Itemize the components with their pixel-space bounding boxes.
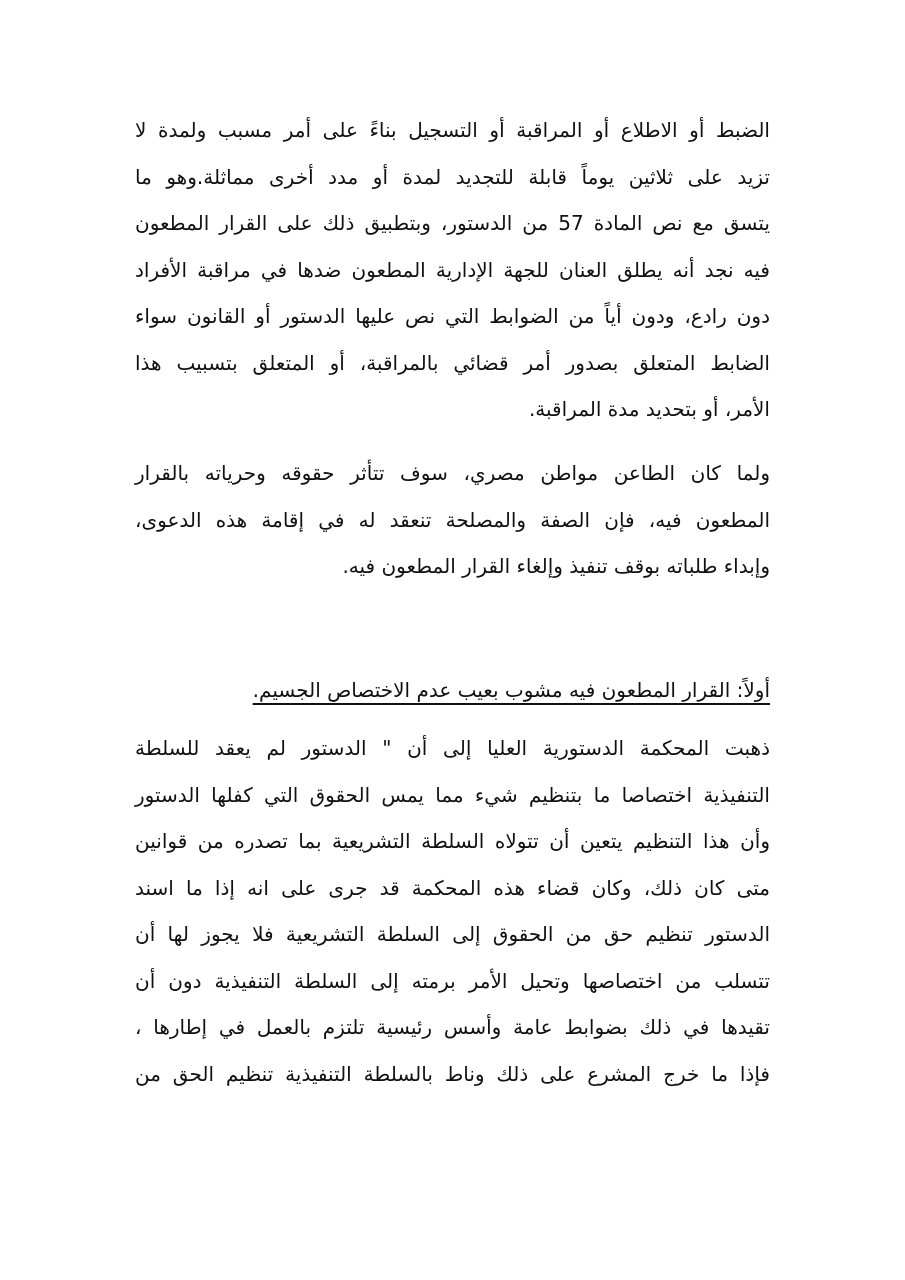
text-line: الأمر، أو بتحديد مدة المراقبة. xyxy=(528,397,770,421)
text-line: متى كان ذلك، وكان قضاء هذه المحكمة قد جرى على انه إذا ما اسند xyxy=(135,875,770,900)
text-line: وإبداء طلباته بوقف تنفيذ وإلغاء القرار المطعون فيه. xyxy=(342,554,770,578)
text-line: الضابط المتعلق بصدور أمر قضائي بالمراقبة، أو المتعلق بتسبيب هذا xyxy=(135,350,770,375)
text-line: تزيد على ثلاثين يوماً قابلة للتجديد لمدة أو مدد أخرى مماثلة.وهو ما xyxy=(135,164,770,189)
text-line: ذهبت المحكمة الدستورية العليا إلى أن " الدستور لم يعقد للسلطة xyxy=(135,736,770,760)
text-line: الضبط أو الاطلاع أو المراقبة أو التسجيل بناءً على أمر مسبب ولمدة لا xyxy=(135,118,770,142)
text-line: التنفيذية اختصاصا ما بتنظيم شيء مما يمس الحقوق التي كفلها الدستور xyxy=(135,782,770,807)
text-line: تقيدها في ذلك بضوابط عامة وأسس رئيسية تلتزم بالعمل في إطارها ، xyxy=(135,1015,770,1039)
text-line: ولما كان الطاعن مواطن مصري، سوف تتأثر حقوقه وحرياته بالقرار xyxy=(135,461,770,485)
text-line: دون رادع، ودون أياً من الضوابط التي نص عليها الدستور أو القانون سواء xyxy=(135,304,770,328)
text-line: وأن هذا التنظيم يتعين أن تتولاه السلطة التشريعية بما تصدره من قوانين xyxy=(135,829,770,853)
paragraph-standing xyxy=(135,450,770,590)
section-heading: أولاً: القرار المطعون فيه مشوب بعيب عدم الاختصاص الجسيم. xyxy=(252,678,770,702)
text-line: المطعون فيه، فإن الصفة والمصلحة تنعقد له في إقامة هذه الدعوى، xyxy=(135,507,770,532)
text-line: تتسلب من اختصاصها وتحيل الأمر برمته إلى السلطة التنفيذية دون أن xyxy=(135,968,770,993)
text-line: الدستور تنظيم حق من الحقوق إلى السلطة التشريعية فلا يجوز لها أن xyxy=(135,922,770,946)
text-line: فيه نجد أنه يطلق العنان للجهة الإدارية المطعون ضدها في مراقبة الأفراد xyxy=(135,257,770,282)
text-line: يتسق مع نص المادة 57 من الدستور، وبتطبيق ذلك على القرار المطعون xyxy=(135,211,770,235)
paragraph-constitutional-court xyxy=(135,725,770,1097)
paragraph-surveillance-controls xyxy=(135,107,770,433)
text-line: فإذا ما خرج المشرع على ذلك وناط بالسلطة التنفيذية تنظيم الحق من xyxy=(135,1061,770,1086)
